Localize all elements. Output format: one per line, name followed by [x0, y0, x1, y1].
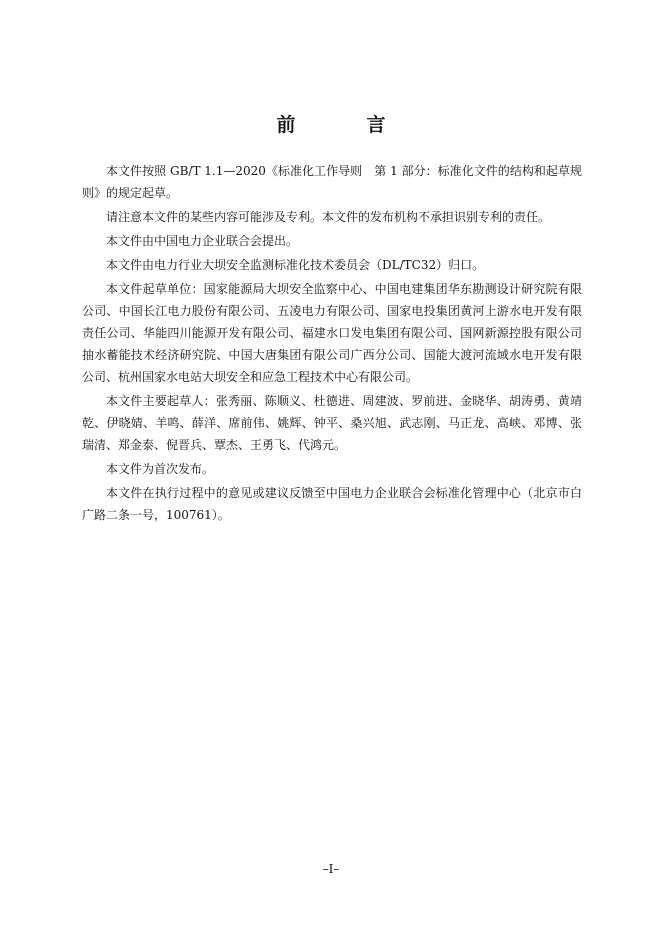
page-title: 前 言	[276, 114, 412, 136]
paragraph-first-release: 本文件为首次发布。	[106, 462, 215, 476]
page-number: –I–	[322, 862, 340, 876]
paragraph-proposer: 本文件由中国电力企业联合会提出。	[106, 234, 299, 248]
paragraph-patent-notice: 请注意本文件的某些内容可能涉及专利。本文件的发布机构不承担识别专利的责任。	[106, 210, 551, 224]
paragraph-drafting-basis: 本文件按照 GB/T 1.1—2020《标准化工作导则 第 1 部分：标准化文件的结构和起草规则》的规定起草。	[82, 164, 582, 200]
paragraph-drafters: 本文件主要起草人：张秀丽、陈顺义、杜德进、周建波、罗前进、金晓华、胡涛勇、黄靖乾、伊晓婧、羊鸣、薛洋、席前伟、姚辉、钟平、桑兴旭、武志刚、马正龙、高峡、邓博、张瑞清、郑金泰、倪晋兵、覃杰、王勇飞、代鸿元。	[82, 394, 582, 452]
paragraph-drafting-units: 本文件起草单位：国家能源局大坝安全监察中心、中国电建集团华东勘测设计研究院有限公司、中国长江电力股份有限公司、五凌电力有限公司、国家电投集团黄河上游水电开发有限责任公司、华能四川能源开发有限公司、福建水口发电集团有限公司、国网新源控股有限公司抽水蓄能技术经济研究院、中国大唐集团有限公司广西分公司、国能大渡河流域水电开发有限公司、杭州国家水电站大坝安全和应急工程技术中心有限公司。	[82, 282, 582, 384]
paragraph-feedback: 本文件在执行过程中的意见或建议反馈至中国电力企业联合会标准化管理中心（北京市白广路二条一号，100761）。	[82, 486, 582, 522]
foreword-body	[82, 160, 582, 528]
paragraph-committee: 本文件由电力行业大坝安全监测标准化技术委员会（DL/TC32）归口。	[106, 258, 485, 272]
